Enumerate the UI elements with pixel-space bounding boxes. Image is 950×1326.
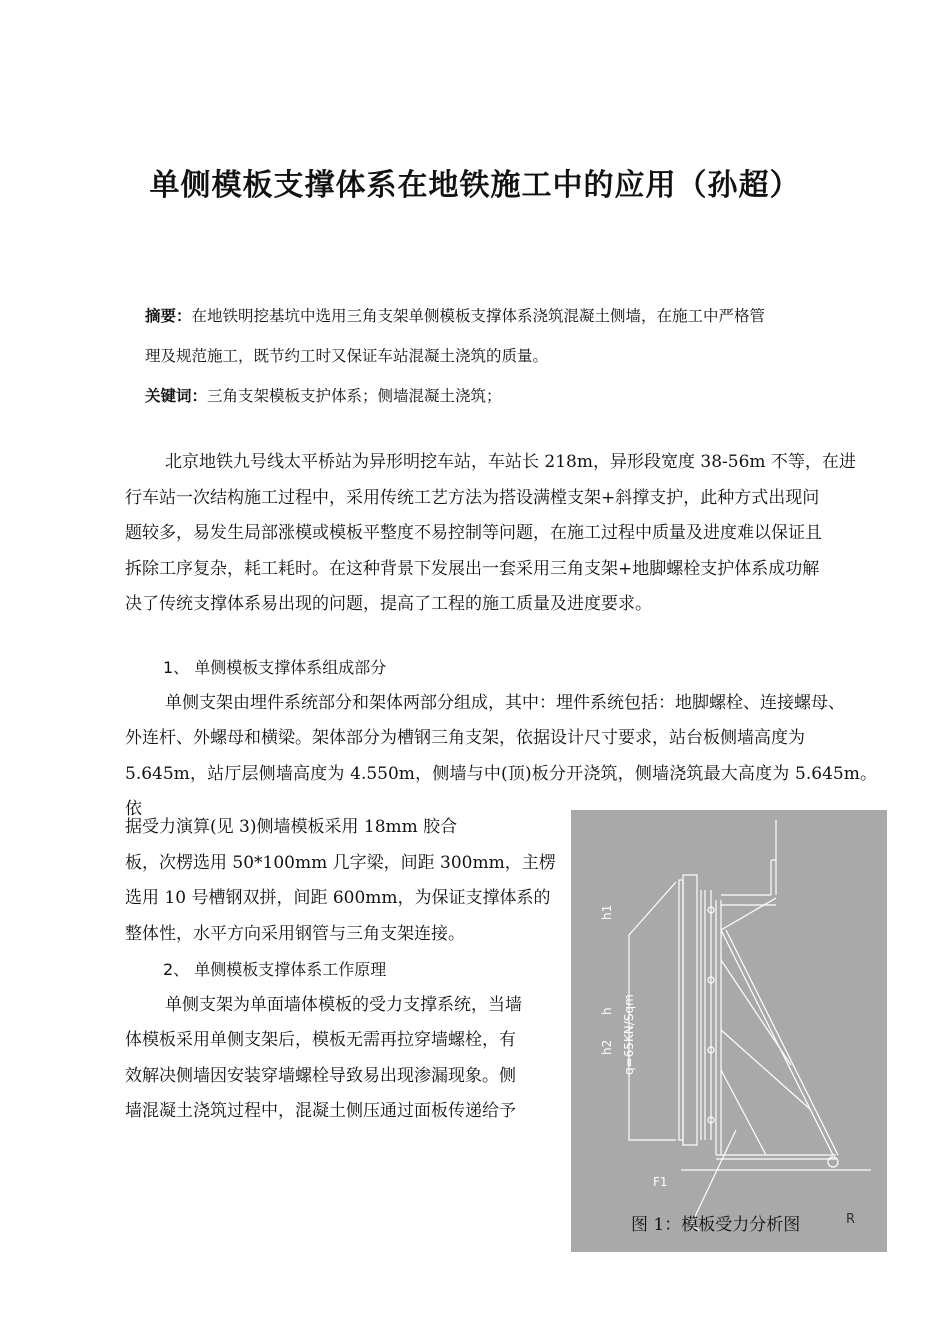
section-2-line: 单侧支架为单面墙体模板的受力支撑系统，当墙: [165, 994, 522, 1015]
label-r: R: [846, 1212, 856, 1227]
abstract-label: 摘要：: [145, 307, 192, 325]
formwork-panel: [683, 875, 697, 1145]
section-2-heading: 2、 单侧模板支撑体系工作原理: [163, 960, 387, 979]
keywords-label: 关键词：: [145, 387, 208, 405]
figure-caption: 图 1：模板受力分析图: [631, 1215, 801, 1235]
section-1-narrow: [125, 810, 565, 1130]
abstract-text-1: 在地铁明挖基坑中选用三角支架单侧模板支撑体系浇筑混凝土侧墙，在施工中严格管: [191, 307, 766, 325]
intro-line: 北京地铁九号线太平桥站为异形明挖车站，车站长 218m，异形段宽度 38-56m 不等，在进: [165, 452, 856, 472]
intro-line: 决了传统支撑体系易出现的问题，提高了工程的施工质量及进度要求。: [125, 594, 652, 614]
label-h1: h1: [600, 904, 614, 920]
concrete-outline: [629, 882, 676, 1140]
intro-line: 拆除工序复杂，耗工耗时。在这种背景下发展出一套采用三角支架+地脚螺栓支护体系成功解: [125, 558, 820, 579]
section-1-heading: 1、 单侧模板支撑体系组成部分: [163, 658, 387, 677]
section-2-line: 效解决侧墙因安装穿墙螺栓导致易出现渗漏现象。侧: [125, 1065, 516, 1086]
label-h2: h2: [600, 1039, 614, 1055]
label-f1: F1: [653, 1175, 668, 1189]
section-2-line: 体模板采用单侧支架后，模板无需再拉穿墙螺栓，有: [125, 1030, 516, 1050]
section-1-line: 据受力演算(见 3)侧墙模板采用 18mm 胶合: [125, 817, 458, 837]
abstract-line-2: 理及规范施工，既节约工时又保证车站混凝土浇筑的质量。: [145, 347, 549, 365]
keywords-line: [145, 376, 885, 416]
label-q: q=65KN/Sqm: [622, 994, 636, 1075]
section-1-line: 板，次楞选用 50*100mm 几字梁，间距 300mm，主楞: [125, 852, 556, 873]
intro-line: 行车站一次结构施工过程中，采用传统工艺方法为搭设满樘支架+斜撑支护，此种方式出现问: [125, 487, 820, 508]
section-1-line: 整体性，水平方向采用钢管与三角支架连接。: [125, 923, 465, 944]
intro-paragraph: [125, 445, 877, 623]
abstract-line-1: [145, 296, 885, 336]
document-title: 单侧模板支撑体系在地铁施工中的应用（孙超）: [149, 168, 801, 203]
intro-line: 题较多，易发生局部涨模或模板平整度不易控制等问题，在施工过程中质量及进度难以保证且: [125, 523, 822, 543]
formwork-diagram: [571, 810, 887, 1252]
keywords-text: 三角支架模板支护体系；侧墙混凝土浇筑；: [207, 387, 502, 405]
section-2-line: 墙混凝土浇筑过程中，混凝土侧压通过面板传递给予: [125, 1101, 516, 1121]
label-h: h: [600, 1007, 614, 1015]
section-1-line: 单侧支架由埋件系统部分和架体两部分组成，其中：埋件系统包括：地脚螺栓、连接螺母、: [165, 692, 845, 713]
abstract-block: [145, 296, 885, 416]
section-1: [125, 650, 877, 828]
section-1-line: 外连杆、外螺母和横梁。架体部分为槽钢三角支架，依据设计尺寸要求，站台板侧墙高度为: [125, 728, 805, 748]
section-1-line: 5.645m，站厅层侧墙高度为 4.550m，侧墙与中(顶)板分开浇筑，侧墙浇筑最大高度为 5.645m。依: [125, 763, 877, 819]
formwork-force-figure: [571, 810, 887, 1252]
section-1-line: 选用 10 号槽钢双拼，间距 600mm，为保证支撑体系的: [125, 888, 551, 908]
